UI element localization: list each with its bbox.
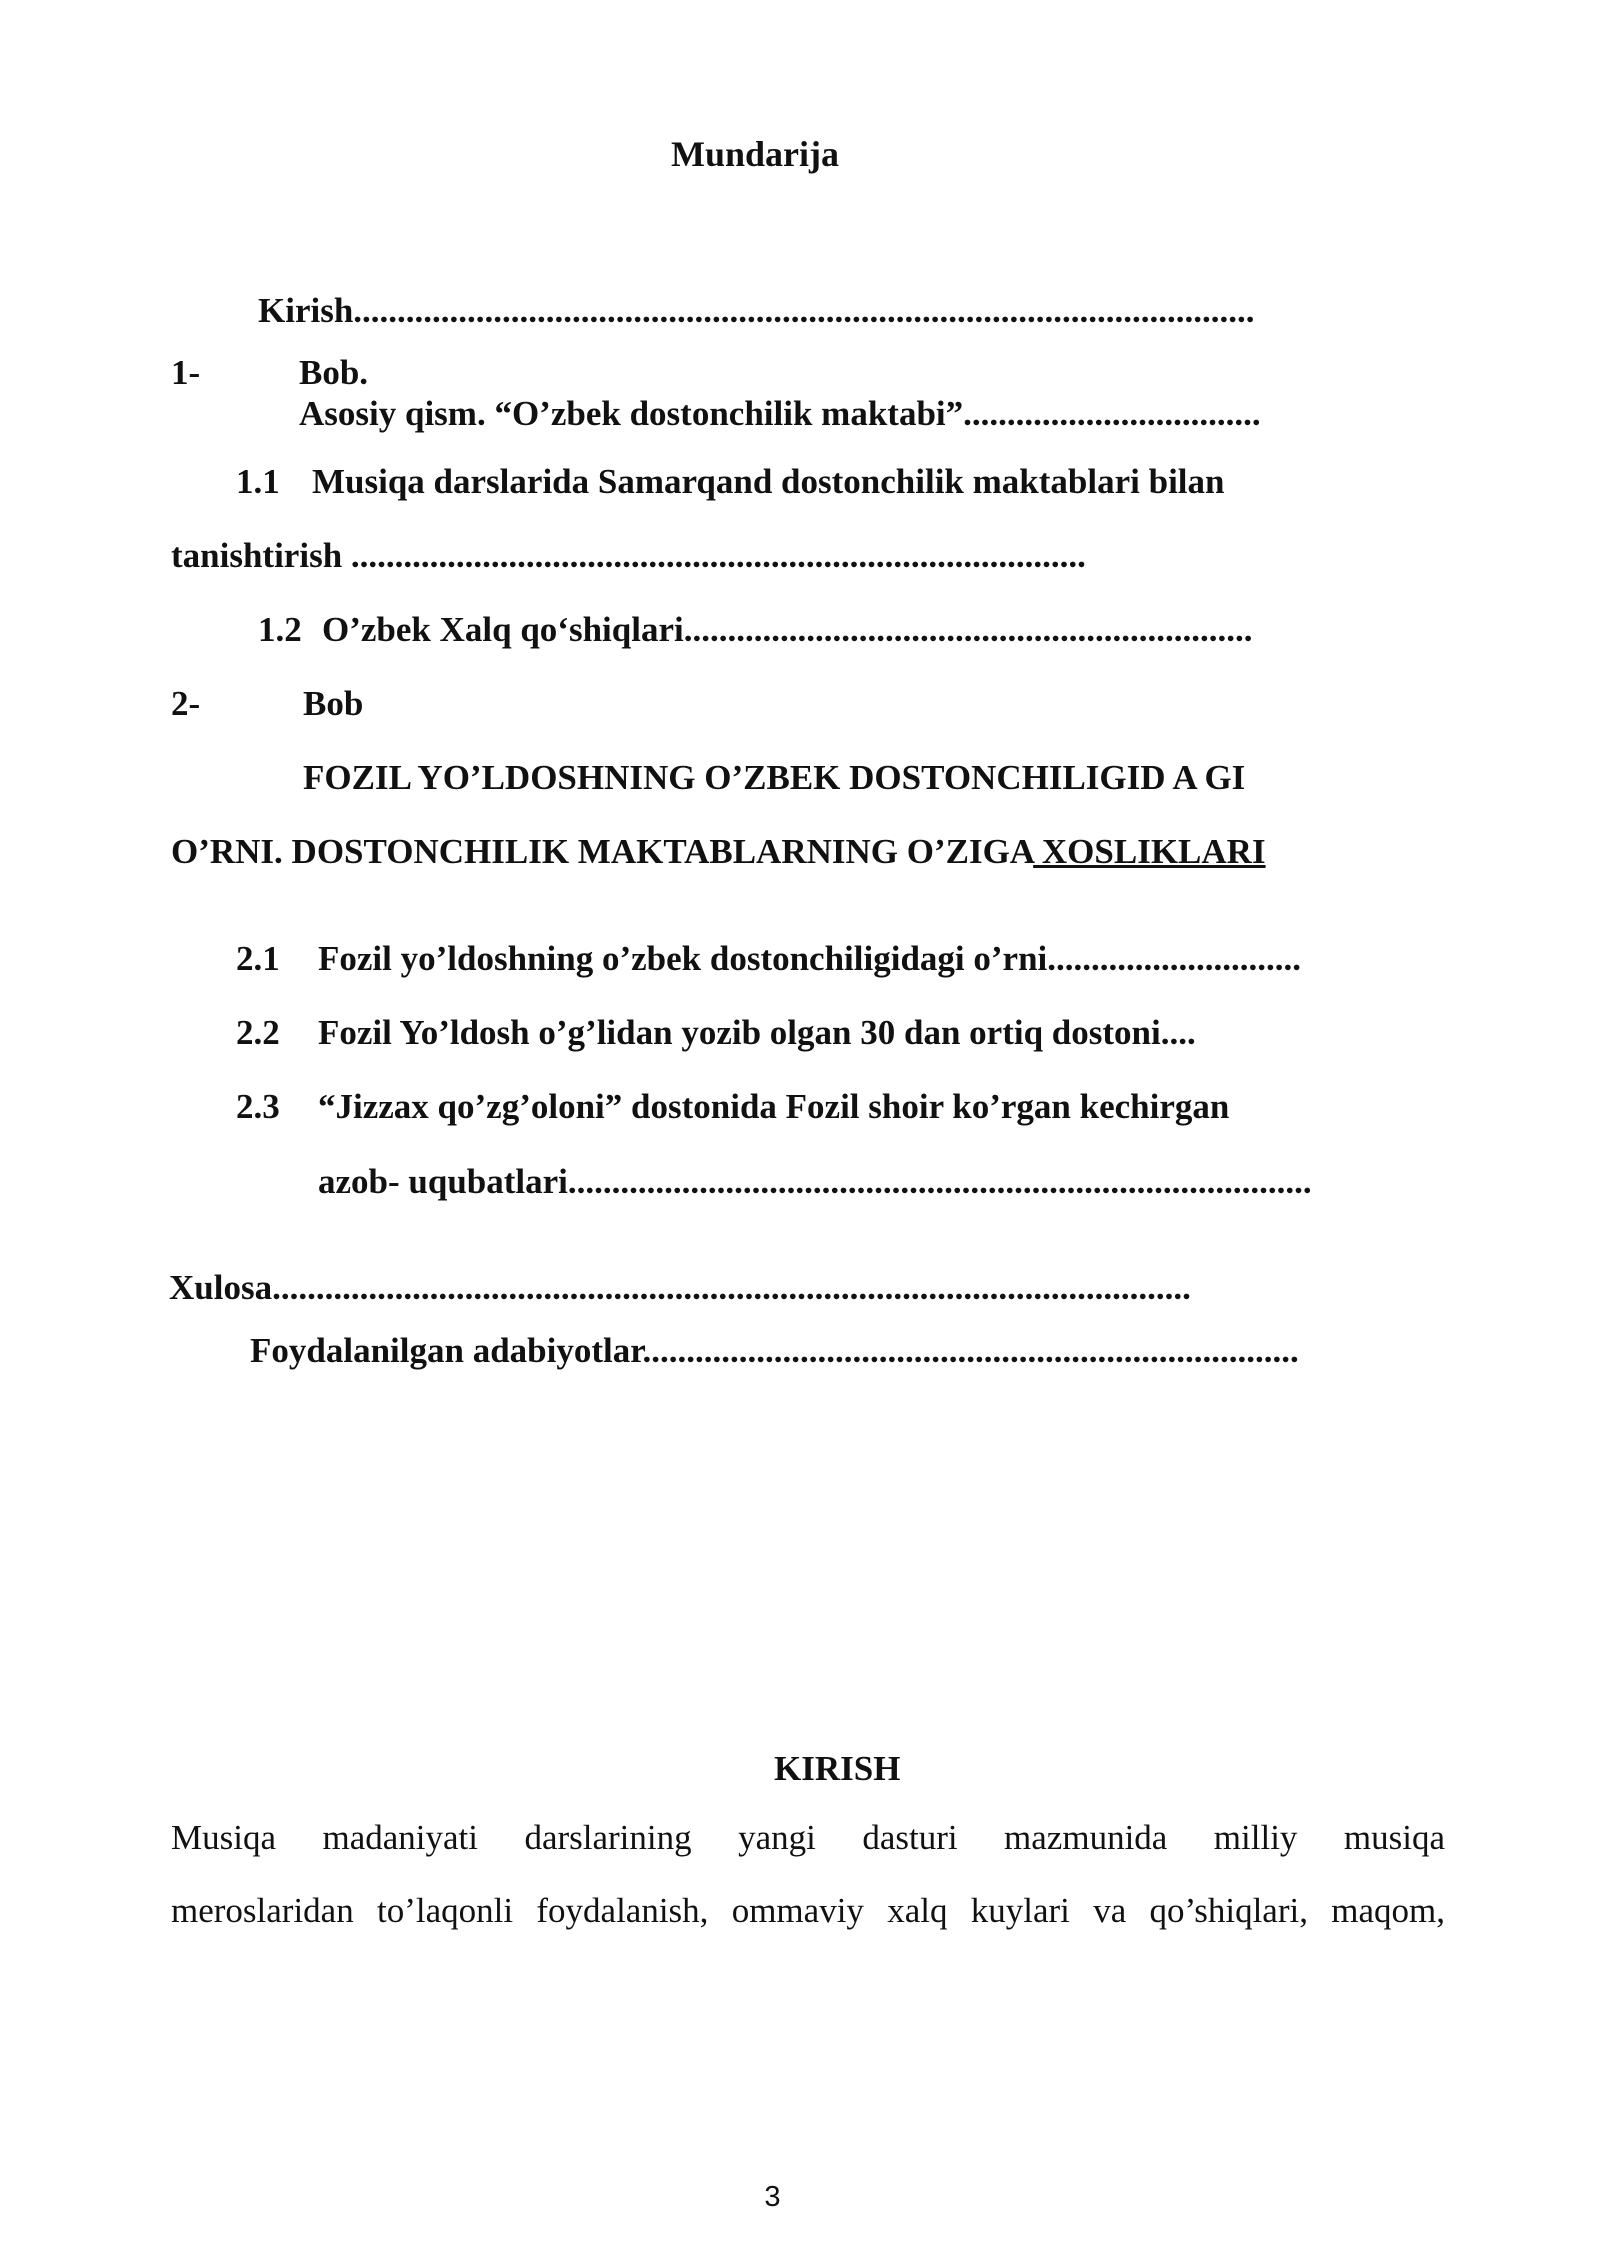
toc-entry-adabiyotlar: Foydalanilgan adabiyotlar........................................................................... <box>250 1331 1299 1370</box>
intro-paragraph-line-2: meroslaridan to’laqonli foydalanish, ommaviy xalq kuylari va qo’shiqlari, maqom, <box>171 1891 1445 1930</box>
toc-section-1-1-continuation: tanishtirish .................................................................................... <box>171 536 1086 575</box>
toc-section-2-3-number: 2.3 <box>236 1087 280 1126</box>
toc-section-2-3-continuation: azob- uqubatlari..................................................................................... <box>318 1162 1312 1201</box>
toc-section-1-2-number: 1.2 <box>258 610 302 649</box>
toc-title: Mundarija <box>671 134 840 174</box>
toc-section-1-1-title: Musiqa darslarida Samarqand dostonchilik maktablari bilan <box>312 462 1225 501</box>
toc-chapter-2-title-line-2 <box>171 830 1266 874</box>
toc-section-2-2-number: 2.2 <box>236 1013 280 1052</box>
toc-section-2-1-title: Fozil yo’ldoshning o’zbek dostonchiligidagi o’rni............................. <box>318 939 1302 978</box>
toc-chapter-2-title-underlined: XOSLIKLARI <box>1033 832 1266 871</box>
toc-section-2-3-title: “Jizzax qo’zg’oloni” dostonida Fozil shoir ko’rgan kechirgan <box>318 1087 1230 1126</box>
toc-entry-xulosa: Xulosa......................................................................................................... <box>169 1268 1191 1307</box>
page-number: 3 <box>764 2181 781 2213</box>
toc-chapter-2-number: 2- <box>171 684 201 723</box>
intro-paragraph-line-1: Musiqa madaniyati darslarining yangi dasturi mazmunida milliy musiqa <box>171 1818 1445 1857</box>
toc-section-2-1-number: 2.1 <box>236 939 280 978</box>
intro-heading: KIRISH <box>774 1749 901 1788</box>
toc-section-1-1-number: 1.1 <box>236 462 280 501</box>
toc-section-2-2-title: Fozil Yo’ldosh o’g’lidan yozib olgan 30 dan ortiq dostoni.... <box>318 1013 1196 1052</box>
toc-section-1-2-title: O’zbek Xalq qo‘shiqlari................................................................. <box>322 610 1253 649</box>
toc-chapter-2-label: Bob <box>303 684 364 723</box>
toc-chapter-1-number: 1- <box>171 353 201 392</box>
toc-chapter-1-title: Asosiy qism. “O’zbek dostonchilik maktabi”.................................. <box>299 394 1261 433</box>
toc-chapter-1-label: Bob. <box>299 353 369 392</box>
toc-chapter-2-title-line-1: FOZIL YO’LDOSHNING O’ZBEK DOSTONCHILIGID A GI <box>303 758 1246 797</box>
toc-entry-kirish: Kirish....................................................................................................... <box>258 291 1255 330</box>
toc-chapter-2-title-text: O’RNI. DOSTONCHILIK MAKTABLARNING O’ZIGA <box>171 832 1034 871</box>
